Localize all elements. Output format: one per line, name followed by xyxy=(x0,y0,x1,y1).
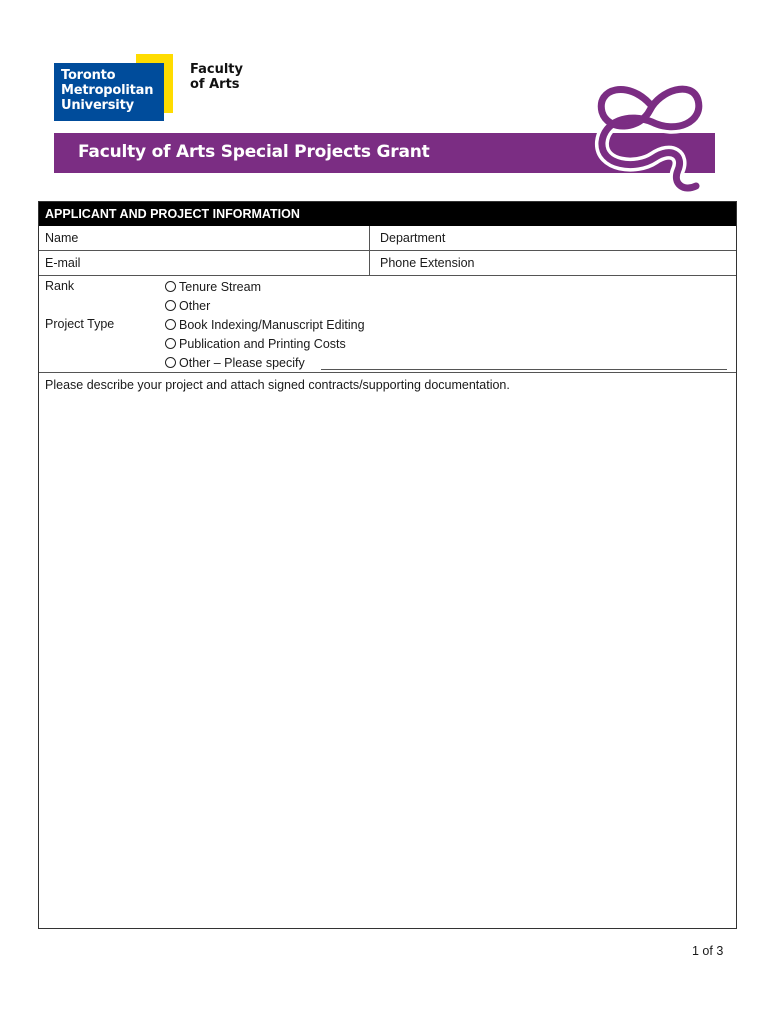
application-form xyxy=(38,201,737,929)
project-option-other-specify[interactable] xyxy=(165,353,305,372)
department-field[interactable]: Department xyxy=(380,231,446,245)
squiggle-graphic-icon xyxy=(588,70,718,198)
option-label: Tenure Stream xyxy=(179,279,261,294)
form-row-name xyxy=(39,226,736,251)
option-label: Other xyxy=(179,298,211,313)
description-prompt: Please describe your project and attach signed contracts/supporting documentation. xyxy=(45,378,510,392)
rank-option-tenure-stream[interactable] xyxy=(165,277,261,296)
faculty-name xyxy=(190,62,243,92)
project-description-area[interactable] xyxy=(39,373,736,394)
form-row-email xyxy=(39,251,736,276)
phone-extension-field[interactable]: Phone Extension xyxy=(380,256,475,270)
option-label: Publication and Printing Costs xyxy=(179,336,346,351)
option-label: Book Indexing/Manuscript Editing xyxy=(179,317,365,332)
project-type-label: Project Type xyxy=(45,317,115,331)
name-field[interactable]: Name xyxy=(39,226,370,250)
university-logo xyxy=(54,63,164,121)
faculty-line-2: of Arts xyxy=(190,77,240,92)
option-label: Other – Please specify xyxy=(179,355,305,370)
project-option-book-indexing[interactable] xyxy=(165,315,365,334)
logo-line-3: University xyxy=(61,98,134,113)
rank-option-other[interactable] xyxy=(165,296,210,315)
rank-label: Rank xyxy=(45,279,75,293)
logo-line-1: Toronto xyxy=(61,68,116,83)
faculty-line-1: Faculty xyxy=(190,62,243,77)
radio-icon[interactable] xyxy=(165,281,176,292)
page-title: Faculty of Arts Special Projects Grant xyxy=(78,142,430,162)
radio-icon[interactable] xyxy=(165,338,176,349)
email-field[interactable]: E-mail xyxy=(39,251,370,275)
rank-and-project-type xyxy=(39,276,736,373)
section-header: APPLICANT AND PROJECT INFORMATION xyxy=(39,202,736,226)
page-number: 1 of 3 xyxy=(692,944,724,958)
radio-icon[interactable] xyxy=(165,300,176,311)
specify-input-line[interactable] xyxy=(321,369,727,370)
radio-icon[interactable] xyxy=(165,319,176,330)
project-option-publication[interactable] xyxy=(165,334,346,353)
radio-icon[interactable] xyxy=(165,357,176,368)
logo-line-2: Metropolitan xyxy=(61,83,154,98)
